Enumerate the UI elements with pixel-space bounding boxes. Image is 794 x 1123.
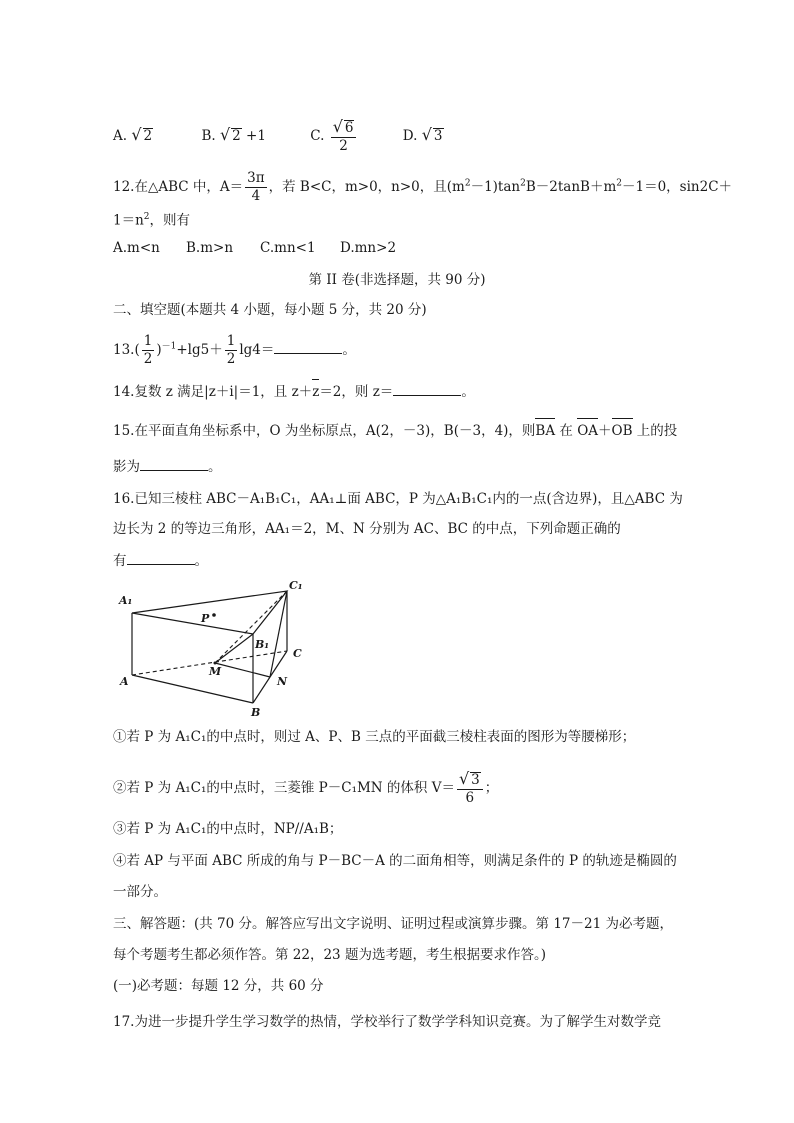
statement-4-line1: ④若 AP 与平面 ABC 所成的角与 P－BC－A 的二面角相等，则满足条件的 P 的轨迹是椭圆的	[113, 853, 677, 869]
point-p	[212, 613, 216, 617]
q16-line1: 16.已知三棱柱 ABC－A₁B₁C₁，AA₁⊥面 ABC，P 为△A₁B₁C₁内的一点(含边界)，且△ABC 为	[113, 491, 683, 507]
label-a: A	[120, 675, 129, 688]
edge-ab	[132, 675, 253, 703]
q17-line1: 17.为进一步提升学生学习数学的热情，学校举行了数学学科知识竞赛。为了解学生对数学竞	[113, 1014, 661, 1030]
q12-option-c: C.mn<1	[260, 240, 316, 256]
q11-c-fraction: $\frac{√ 6}{2}$	[331, 118, 357, 155]
section2-title: 第 II 卷(非选择题，共 90 分)	[308, 272, 486, 288]
q11-option-b: B. √ 2 +1	[201, 125, 266, 144]
q12-option-d: D.mn>2	[340, 240, 397, 256]
label-b: B	[251, 706, 261, 718]
q15-answer-blank[interactable]	[140, 456, 208, 471]
q15-vector-oa: OA	[577, 423, 599, 439]
label-m: M	[209, 665, 222, 678]
statement-2-fraction: $\frac{√ 3}{6}$	[457, 770, 483, 807]
segment-m-c1-hidden	[215, 591, 287, 663]
solve-header-line2: 每个考题考生都必须作答。第 22，23 题为选考题，考生根据要求作答。)	[113, 947, 546, 963]
segment-m-b1	[215, 634, 253, 663]
q12-stem-line1: 12.在△ABC 中，A＝ $\frac{3\pi}{4}$ ，若 B<C，m>0，n>0，且$(m^2-1)\tan^2B-2\tan B+m^2-1=0$，sin2C＋	[113, 170, 733, 204]
solve-header-line1: 三、解答题：(共 70 分。解答应写出文字说明、证明过程或演算步骤。第 17－21 为必考题，	[113, 916, 673, 932]
q14: 14.复数 z 满足|z＋i|＝1，且 z＋z＝2，则 z＝ 。	[113, 381, 475, 402]
q15-vector-ob: OB	[611, 423, 633, 439]
q12-option-b: B.m>n	[186, 240, 234, 256]
q13-fraction-2: $\frac{1}{2}$	[226, 333, 236, 367]
q15-line2: 影为 。	[113, 456, 222, 477]
q14-zbar: z	[312, 384, 320, 400]
required-header: (一)必考题：每题 12 分，共 60 分	[113, 978, 324, 994]
q15-vector-ba: BA	[535, 423, 556, 439]
q13-answer-blank[interactable]	[274, 339, 342, 354]
q13: 13.( $\frac{1}{2}$ )$^{-1}$+lg5＋ $\frac{1}{2}$ lg4＝ 。	[113, 333, 356, 367]
statement-4-line2: 一部分。	[113, 884, 167, 900]
prism-figure	[115, 578, 315, 718]
top-face	[132, 591, 287, 634]
label-b1: B₁	[255, 638, 270, 651]
q12-option-a: A.m<n	[113, 240, 160, 256]
label-n: N	[277, 675, 288, 688]
q11-options	[113, 118, 444, 155]
q16-line2: 边长为 2 的等边三角形，AA₁＝2，M、N 分别为 AC、BC 的中点，下列命题正确的	[113, 521, 621, 537]
label-a1: A₁	[119, 594, 133, 607]
statement-3: ③若 P 为 A₁C₁的中点时，NP//A₁B；	[113, 821, 343, 837]
q16-answer-blank[interactable]	[127, 550, 195, 565]
statement-1: ①若 P 为 A₁C₁的中点时，则过 A、P、B 三点的平面截三棱柱表面的图形为等腰梯形；	[113, 729, 636, 745]
label-c1: C₁	[289, 579, 303, 592]
q12-options	[113, 238, 396, 258]
label-p: P	[201, 612, 210, 625]
label-c: C	[293, 647, 302, 660]
q14-answer-blank[interactable]	[393, 381, 461, 396]
q15-line1: 15.在平面直角坐标系中，O 为坐标原点，A(2，－3)，B(－3，4)，则BA 在 OA＋OB 上的投	[113, 423, 678, 439]
statement-2: ②若 P 为 A₁C₁的中点时，三菱锥 P－C₁MN 的体积 V＝ $\frac{√ 3}{6}$ ；	[113, 769, 499, 806]
fill-in-header: 二、填空题(本题共 4 小题，每小题 5 分，共 20 分)	[113, 302, 427, 318]
q12-stem-line2: $1=n^2$，则有	[113, 212, 191, 229]
q16-line3: 有 。	[113, 550, 208, 571]
q11-option-c: C. $\frac{√ 6}{2}$	[310, 118, 358, 155]
q13-fraction-1: $\frac{1}{2}$	[143, 333, 153, 367]
q11-option-a: A. √ 2	[113, 125, 153, 144]
q12-fraction: $\frac{3\pi}{4}$	[247, 170, 265, 204]
segment-m-n	[215, 663, 270, 677]
q11-option-d: D. √ 3	[402, 125, 443, 144]
